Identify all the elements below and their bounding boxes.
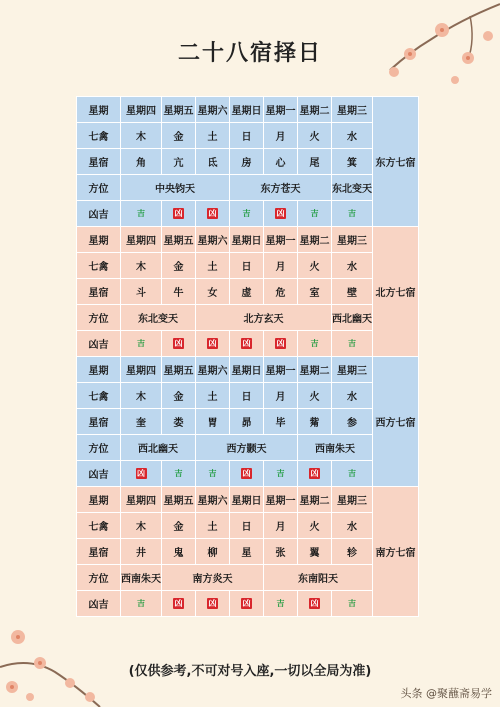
weekday-cell: 星期三 xyxy=(332,97,373,123)
almanac-table xyxy=(76,96,419,617)
row-label-qiqin: 七禽 xyxy=(77,513,121,539)
star-cell: 亢 xyxy=(162,149,196,175)
star-cell: 室 xyxy=(298,279,332,305)
section-name: 西方七宿 xyxy=(373,357,419,487)
luck-cell xyxy=(230,461,264,487)
star-cell: 房 xyxy=(230,149,264,175)
weekday-cell: 星期一 xyxy=(264,227,298,253)
almanac-table-body xyxy=(77,97,419,617)
luck-cell xyxy=(230,331,264,357)
weekday-cell: 星期日 xyxy=(230,357,264,383)
inauspicious-mark: 凶 xyxy=(174,209,183,218)
table-row xyxy=(77,227,419,253)
direction-cell: 中央钧天 xyxy=(121,175,230,201)
luck-cell xyxy=(264,461,298,487)
inauspicious-mark: 凶 xyxy=(174,339,183,348)
weekday-cell: 星期一 xyxy=(264,487,298,513)
star-cell: 虚 xyxy=(230,279,264,305)
luck-cell xyxy=(298,331,332,357)
weekday-cell: 星期二 xyxy=(298,227,332,253)
weekday-cell: 星期三 xyxy=(332,227,373,253)
qiqin-cell: 木 xyxy=(121,383,162,409)
qiqin-cell: 木 xyxy=(121,513,162,539)
inauspicious-mark: 凶 xyxy=(310,469,319,478)
qiqin-cell: 月 xyxy=(264,513,298,539)
table-row xyxy=(77,461,419,487)
inauspicious-mark: 凶 xyxy=(242,599,251,608)
watermark: 头条 @聚蘸斋易学 xyxy=(400,687,492,700)
inauspicious-mark: 凶 xyxy=(276,339,285,348)
qiqin-cell: 日 xyxy=(230,513,264,539)
table-row xyxy=(77,539,419,565)
direction-cell: 西北幽天 xyxy=(121,435,196,461)
direction-cell: 东方苍天 xyxy=(230,175,332,201)
luck-cell xyxy=(230,201,264,227)
row-label-xiongji: 凶吉 xyxy=(77,201,121,227)
auspicious-mark: 吉 xyxy=(208,469,217,478)
table-row xyxy=(77,279,419,305)
luck-cell xyxy=(264,591,298,617)
row-label-xingsu: 星宿 xyxy=(77,409,121,435)
qiqin-cell: 水 xyxy=(332,253,373,279)
table-row xyxy=(77,253,419,279)
direction-cell: 东南阳天 xyxy=(264,565,373,591)
star-cell: 奎 xyxy=(121,409,162,435)
table-row xyxy=(77,175,419,201)
luck-cell xyxy=(121,591,162,617)
section-name: 东方七宿 xyxy=(373,97,419,227)
weekday-cell: 星期六 xyxy=(196,357,230,383)
auspicious-mark: 吉 xyxy=(348,469,356,478)
qiqin-cell: 木 xyxy=(121,253,162,279)
qiqin-cell: 水 xyxy=(332,383,373,409)
luck-cell xyxy=(298,591,332,617)
luck-cell xyxy=(264,331,298,357)
qiqin-cell: 火 xyxy=(298,123,332,149)
direction-cell: 西南朱天 xyxy=(121,565,162,591)
weekday-cell: 星期五 xyxy=(162,97,196,123)
qiqin-cell: 土 xyxy=(196,383,230,409)
luck-cell xyxy=(121,201,162,227)
auspicious-mark: 吉 xyxy=(242,209,251,218)
row-label-fangwei: 方位 xyxy=(77,435,121,461)
auspicious-mark: 吉 xyxy=(276,469,285,478)
luck-cell xyxy=(332,331,373,357)
inauspicious-mark: 凶 xyxy=(174,599,183,608)
table-row xyxy=(77,487,419,513)
weekday-cell: 星期日 xyxy=(230,487,264,513)
table-row xyxy=(77,565,419,591)
section-name: 北方七宿 xyxy=(373,227,419,357)
weekday-cell: 星期六 xyxy=(196,97,230,123)
table-row xyxy=(77,201,419,227)
star-cell: 星 xyxy=(230,539,264,565)
luck-cell xyxy=(196,201,230,227)
weekday-cell: 星期五 xyxy=(162,357,196,383)
qiqin-cell: 木 xyxy=(121,123,162,149)
star-cell: 昴 xyxy=(230,409,264,435)
star-cell: 轸 xyxy=(332,539,373,565)
luck-cell xyxy=(264,201,298,227)
table-row xyxy=(77,513,419,539)
star-cell: 觜 xyxy=(298,409,332,435)
qiqin-cell: 土 xyxy=(196,513,230,539)
table-row xyxy=(77,357,419,383)
auspicious-mark: 吉 xyxy=(310,209,319,218)
auspicious-mark: 吉 xyxy=(174,469,183,478)
qiqin-cell: 水 xyxy=(332,513,373,539)
weekday-cell: 星期二 xyxy=(298,97,332,123)
inauspicious-mark: 凶 xyxy=(242,339,251,348)
luck-cell xyxy=(332,461,373,487)
inauspicious-mark: 凶 xyxy=(208,339,217,348)
qiqin-cell: 金 xyxy=(162,383,196,409)
row-label-qiqin: 七禽 xyxy=(77,253,121,279)
star-cell: 柳 xyxy=(196,539,230,565)
row-label-week: 星期 xyxy=(77,97,121,123)
weekday-cell: 星期日 xyxy=(230,97,264,123)
luck-cell xyxy=(196,591,230,617)
star-cell: 毕 xyxy=(264,409,298,435)
star-cell: 井 xyxy=(121,539,162,565)
row-label-xingsu: 星宿 xyxy=(77,149,121,175)
table-row xyxy=(77,149,419,175)
row-label-fangwei: 方位 xyxy=(77,305,121,331)
star-cell: 斗 xyxy=(121,279,162,305)
weekday-cell: 星期四 xyxy=(121,97,162,123)
star-cell: 角 xyxy=(121,149,162,175)
weekday-cell: 星期日 xyxy=(230,227,264,253)
page-title: 二十八宿择日 xyxy=(177,41,322,66)
luck-cell xyxy=(162,591,196,617)
auspicious-mark: 吉 xyxy=(137,599,145,608)
star-cell: 壁 xyxy=(332,279,373,305)
qiqin-cell: 土 xyxy=(196,253,230,279)
star-cell: 胃 xyxy=(196,409,230,435)
row-label-qiqin: 七禽 xyxy=(77,123,121,149)
direction-cell: 南方炎天 xyxy=(162,565,264,591)
row-label-fangwei: 方位 xyxy=(77,565,121,591)
luck-cell xyxy=(162,461,196,487)
luck-cell xyxy=(332,591,373,617)
star-cell: 牛 xyxy=(162,279,196,305)
qiqin-cell: 月 xyxy=(264,253,298,279)
qiqin-cell: 日 xyxy=(230,253,264,279)
table-row xyxy=(77,435,419,461)
star-cell: 娄 xyxy=(162,409,196,435)
qiqin-cell: 火 xyxy=(298,253,332,279)
star-cell: 张 xyxy=(264,539,298,565)
luck-cell xyxy=(332,201,373,227)
table-row xyxy=(77,305,419,331)
star-cell: 尾 xyxy=(298,149,332,175)
row-label-xiongji: 凶吉 xyxy=(77,331,121,357)
table-row xyxy=(77,591,419,617)
weekday-cell: 星期一 xyxy=(264,97,298,123)
direction-cell: 东北变天 xyxy=(121,305,196,331)
inauspicious-mark: 凶 xyxy=(276,209,285,218)
row-label-week: 星期 xyxy=(77,227,121,253)
weekday-cell: 星期四 xyxy=(121,357,162,383)
disclaimer-note: (仅供参考,不可对号入座,一切以全局为准) xyxy=(128,664,372,679)
inauspicious-mark: 凶 xyxy=(208,599,217,608)
star-cell: 箕 xyxy=(332,149,373,175)
star-cell: 参 xyxy=(332,409,373,435)
star-cell: 危 xyxy=(264,279,298,305)
luck-cell xyxy=(162,331,196,357)
row-label-xingsu: 星宿 xyxy=(77,279,121,305)
auspicious-mark: 吉 xyxy=(137,209,145,218)
weekday-cell: 星期六 xyxy=(196,227,230,253)
weekday-cell: 星期五 xyxy=(162,487,196,513)
qiqin-cell: 火 xyxy=(298,513,332,539)
auspicious-mark: 吉 xyxy=(348,339,356,348)
luck-cell xyxy=(196,461,230,487)
row-label-week: 星期 xyxy=(77,357,121,383)
weekday-cell: 星期二 xyxy=(298,487,332,513)
row-label-xingsu: 星宿 xyxy=(77,539,121,565)
weekday-cell: 星期四 xyxy=(121,227,162,253)
qiqin-cell: 日 xyxy=(230,123,264,149)
star-cell: 心 xyxy=(264,149,298,175)
table-row xyxy=(77,123,419,149)
qiqin-cell: 月 xyxy=(264,123,298,149)
luck-cell xyxy=(298,201,332,227)
weekday-cell: 星期四 xyxy=(121,487,162,513)
qiqin-cell: 火 xyxy=(298,383,332,409)
table-row xyxy=(77,383,419,409)
row-label-week: 星期 xyxy=(77,487,121,513)
direction-cell: 北方玄天 xyxy=(196,305,332,331)
auspicious-mark: 吉 xyxy=(276,599,285,608)
qiqin-cell: 水 xyxy=(332,123,373,149)
luck-cell xyxy=(230,591,264,617)
luck-cell xyxy=(298,461,332,487)
qiqin-cell: 月 xyxy=(264,383,298,409)
star-cell: 鬼 xyxy=(162,539,196,565)
star-cell: 女 xyxy=(196,279,230,305)
qiqin-cell: 日 xyxy=(230,383,264,409)
direction-cell: 西南朱天 xyxy=(298,435,373,461)
inauspicious-mark: 凶 xyxy=(137,469,145,478)
luck-cell xyxy=(121,331,162,357)
row-label-qiqin: 七禽 xyxy=(77,383,121,409)
auspicious-mark: 吉 xyxy=(137,339,145,348)
weekday-cell: 星期二 xyxy=(298,357,332,383)
auspicious-mark: 吉 xyxy=(348,599,356,608)
qiqin-cell: 金 xyxy=(162,513,196,539)
star-cell: 氐 xyxy=(196,149,230,175)
inauspicious-mark: 凶 xyxy=(208,209,217,218)
weekday-cell: 星期五 xyxy=(162,227,196,253)
luck-cell xyxy=(162,201,196,227)
qiqin-cell: 金 xyxy=(162,253,196,279)
row-label-xiongji: 凶吉 xyxy=(77,461,121,487)
weekday-cell: 星期六 xyxy=(196,487,230,513)
direction-cell: 西北幽天 xyxy=(332,305,373,331)
inauspicious-mark: 凶 xyxy=(242,469,251,478)
luck-cell xyxy=(196,331,230,357)
table-row xyxy=(77,331,419,357)
row-label-xiongji: 凶吉 xyxy=(77,591,121,617)
auspicious-mark: 吉 xyxy=(310,339,319,348)
table-row xyxy=(77,409,419,435)
star-cell: 翼 xyxy=(298,539,332,565)
inauspicious-mark: 凶 xyxy=(310,599,319,608)
qiqin-cell: 土 xyxy=(196,123,230,149)
row-label-fangwei: 方位 xyxy=(77,175,121,201)
weekday-cell: 星期一 xyxy=(264,357,298,383)
weekday-cell: 星期三 xyxy=(332,357,373,383)
auspicious-mark: 吉 xyxy=(348,209,356,218)
table-row xyxy=(77,97,419,123)
weekday-cell: 星期三 xyxy=(332,487,373,513)
luck-cell xyxy=(121,461,162,487)
direction-cell: 东北变天 xyxy=(332,175,373,201)
direction-cell: 西方颢天 xyxy=(196,435,298,461)
section-name: 南方七宿 xyxy=(373,487,419,617)
qiqin-cell: 金 xyxy=(162,123,196,149)
